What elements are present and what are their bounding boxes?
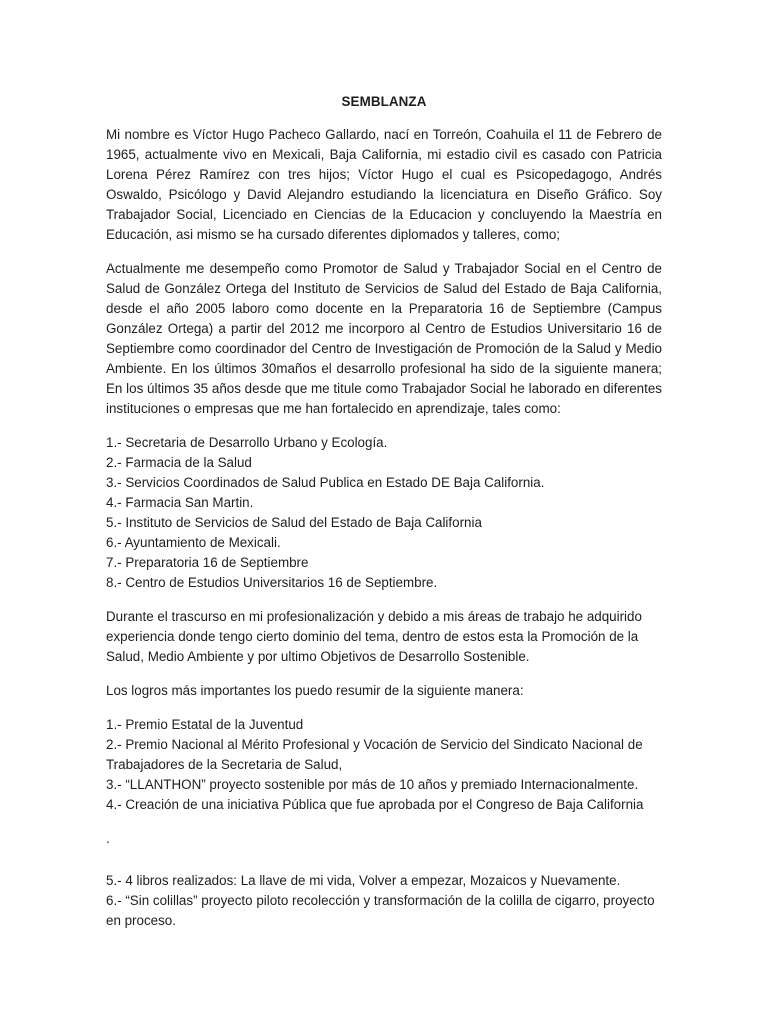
list-item: 6.- “Sin colillas” proyecto piloto recolección y transformación de la colilla de cigarro, proyecto en proceso.	[106, 893, 655, 928]
list-item: 8.- Centro de Estudios Universitarios 16 de Septiembre.	[106, 575, 438, 590]
separator-dot: .	[106, 831, 110, 846]
paragraph-intro: Mi nombre es Víctor Hugo Pacheco Gallardo, nací en Torreón, Coahuila el 11 de Febrero de 1965, actualmente vivo en Mexicali, Baja California, mi estadio civil es casado con Patricia Lorena Pérez Ramírez con tres hijos; Víctor Hugo el cual es Psicopedagogo, Andrés Oswaldo, Psicólogo y David Alejandro estudiando la licenciatura en Diseño Gráfico. Soy Trabajador Social, Licenciado en Ciencias de la Educacion y concluyendo la Maestría en Educación, asi mismo se ha cursado diferentes diplomados y talleres, como;	[106, 127, 662, 242]
document-body	[106, 92, 662, 945]
document-title: SEMBLANZA	[341, 94, 427, 109]
list-item: 2.- Farmacia de la Salud	[106, 455, 252, 470]
institutions-list	[106, 433, 662, 593]
list-item: 1.- Secretaria de Desarrollo Urbano y Ecología.	[106, 435, 388, 450]
list-item: 7.- Preparatoria 16 de Septiembre	[106, 555, 309, 570]
list-item: 4.- Farmacia San Martin.	[106, 495, 254, 510]
list-item: 6.- Ayuntamiento de Mexicali.	[106, 535, 281, 550]
list-item: 2.- Premio Nacional al Mérito Profesional y Vocación de Servicio del Sindicato Nacional de Trabajadores de la Secretaria de Salud,	[106, 737, 643, 772]
list-item: 3.- “LLANTHON” proyecto sostenible por más de 10 años y premiado Internacionalmente.	[106, 777, 639, 792]
list-item: 4.- Creación de una iniciativa Pública que fue aprobada por el Congreso de Baja California	[106, 797, 644, 812]
paragraph-experience: Durante el trascurso en mi profesionalización y debido a mis áreas de trabajo he adquirido experiencia donde tengo cierto dominio del tema, dentro de estos esta la Promoción de la Salud, Medio Ambiente y por ultimo Objetivos de Desarrollo Sostenible.	[106, 609, 642, 664]
paragraph-work: Actualmente me desempeño como Promotor de Salud y Trabajador Social en el Centro de Salud de González Ortega del Instituto de Servicios de Salud del Estado de Baja California, desde el año 2005 laboro como docente en la Preparatoria 16 de Septiembre (Campus González Ortega) a partir del 2012 me incorporo al Centro de Estudios Universitario 16 de Septiembre como coordinador del Centro de Investigación de Promoción de la Salud y Medio Ambiente. En los últimos 30maños el desarrollo profesional ha sido de la siguiente manera; En los últimos 35 años desde que me titule como Trabajador Social he laborado en diferentes instituciones o empresas que me han fortalecido en aprendizaje, tales como:	[106, 261, 662, 416]
achievements-list	[106, 715, 662, 815]
list-item: 5.- Instituto de Servicios de Salud del Estado de Baja California	[106, 515, 482, 530]
list-item: 5.- 4 libros realizados: La llave de mi vida, Volver a empezar, Mozaicos y Nuevamente.	[106, 873, 621, 888]
list-item: 1.- Premio Estatal de la Juventud	[106, 717, 304, 732]
achievements-list-continued	[106, 871, 662, 931]
paragraph-achievements-intro: Los logros más importantes los puedo resumir de la siguiente manera:	[106, 683, 524, 698]
list-item: 3.- Servicios Coordinados de Salud Publica en Estado DE Baja California.	[106, 475, 545, 490]
